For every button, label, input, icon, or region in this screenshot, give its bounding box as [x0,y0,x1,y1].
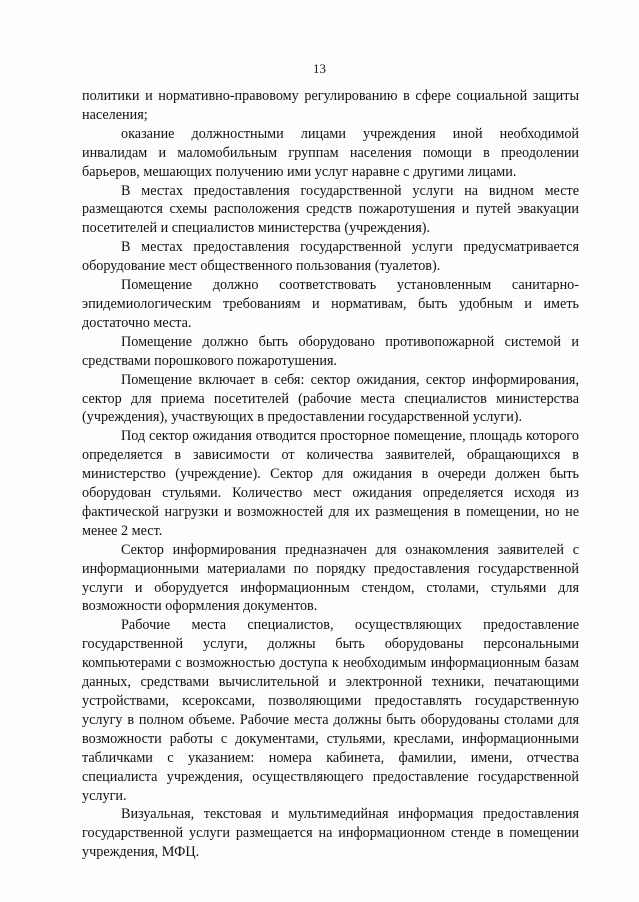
paragraph: В местах предоставления государственной услуги на видном месте размещаются схемы расположения средств пожаротушения и путей эвакуации посетителей и специалистов министерства (учреждения). [82,182,579,237]
document-body [82,87,579,862]
paragraph: В местах предоставления государственной услуги предусматривается оборудование мест общественного пользования (туалетов). [82,239,579,275]
paragraph: политики и нормативно-правовому регулированию в сфере социальной защиты населения; [82,88,579,123]
paragraph: Под сектор ожидания отводится просторное помещение, площадь которого определяется в зависимости от количества заявителей, обращающихся в министерство (учреждение). Сектор для ожидания в очереди должен быть оборудован стульями. Количество мест ожидания определяется исходя из фактической нагрузки и возможностей для их размещения в помещении, но не менее 2 мест. [82,428,579,539]
paragraph: Помещение должно быть оборудовано противопожарной системой и средствами порошкового пожаротушения. [82,333,579,369]
paragraph: Рабочие места специалистов, осуществляющих предоставление государственной услуги, должны быть оборудованы персональными компьютерами с возможностью доступа к необходимым информационным базам данных, средствами вычислительной и электронной техники, печатающими устройствами, ксероксами, позволяющими предоставлять государственную услугу в полном объеме. Рабочие места должны быть оборудованы столами для возможности работы с документами, стульями, креслами, информационными табличками с указанием: номера кабинета, фамилии, имени, отчества специалиста учреждения, осуществляющего предоставление государственной услуги. [82,617,579,804]
paragraph: Помещение включает в себя: сектор ожидания, сектор информирования, сектор для приема посетителей (рабочие места специалистов министерства (учреждения), участвующих в предоставлении государственной услуги). [82,371,579,426]
paragraph: Сектор информирования предназначен для ознакомления заявителей с информационными материалами по порядку предоставления государственной услуги и оборудуется информационным стендом, столами, стульями для возможности оформления документов. [82,541,579,615]
page-number: 13 [313,61,326,76]
paragraph: оказание должностными лицами учреждения иной необходимой инвалидам и маломобильным группам населения помощи в преодолении барьеров, мешающих получению ими услуг наравне с другими лицами. [82,125,579,180]
paragraph: Помещение должно соответствовать установленным санитарно-эпидемиологическим требованиям и нормативам, быть удобным и иметь достаточно места. [82,277,579,331]
paragraph: Визуальная, текстовая и мультимедийная информация предоставления государственной услуги размещается на информационном стенде в помещении учреждения, МФЦ. [82,806,579,861]
